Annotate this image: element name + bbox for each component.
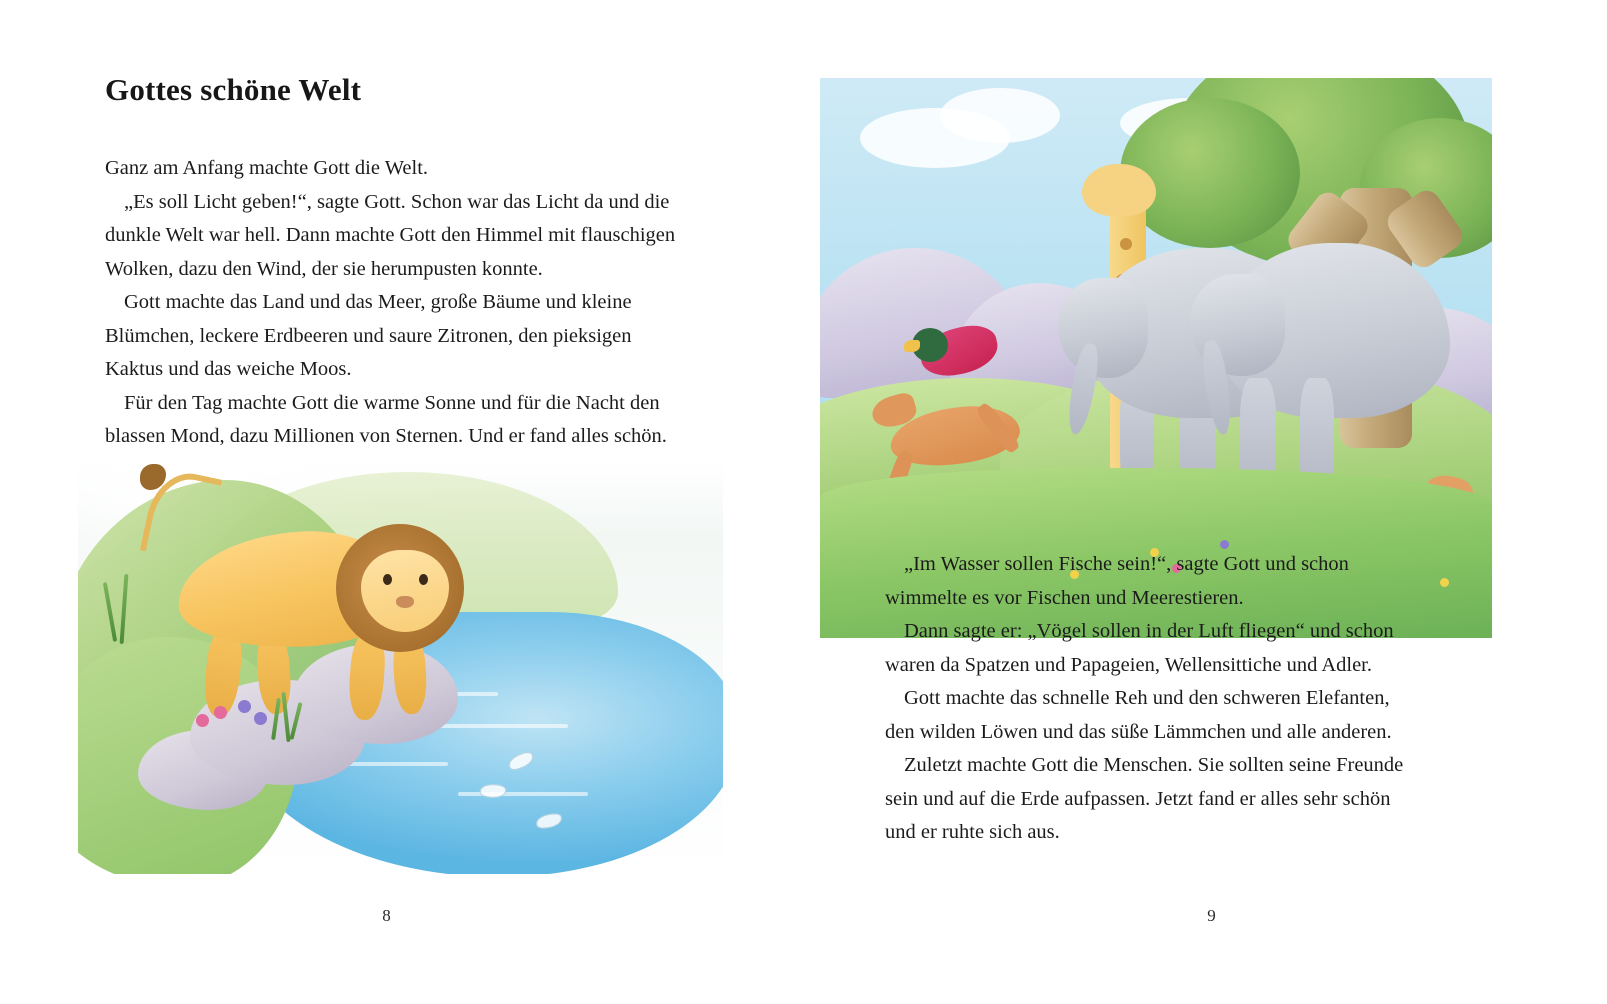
giraffe-head (1082, 164, 1156, 216)
flower (1440, 578, 1449, 587)
paragraph: Gott machte das Land und das Meer, große Bäume und kleine Blümchen, leckere Erdbeeren und saure Zitronen, den pieksigen Kaktus und das weiche Moos. (105, 291, 632, 380)
paragraph: Zuletzt machte Gott die Menschen. Sie sollten seine Freunde sein und auf die Erde aufpassen. Jetzt fand er alles sehr schön und er ruhte sich aus. (885, 754, 1404, 843)
flower (196, 714, 209, 727)
page-number: 8 (382, 906, 391, 925)
right-page (803, 0, 1606, 1004)
elephant-head (1058, 278, 1148, 378)
flower (238, 700, 251, 713)
parrot-beak (904, 340, 920, 352)
flower (214, 706, 227, 719)
lion-eye (383, 574, 392, 585)
paragraph: Für den Tag machte Gott die warme Sonne und für die Nacht den blassen Mond, dazu Millionen von Sternen. Und er fand alles schön. (105, 391, 667, 447)
water-highlight (458, 792, 588, 796)
right-page-body (885, 548, 1415, 850)
paragraph: Dann sagte er: „Vögel sollen in der Luft fliegen“ und schon waren da Spatzen und Papageien, Wellensittiche und Adler. (885, 620, 1394, 676)
page-number: 9 (1207, 906, 1216, 925)
left-page-body (105, 152, 685, 454)
lion-eye (419, 574, 428, 585)
lion-at-pond-illustration (78, 462, 723, 874)
paragraph: Gott machte das schnelle Reh und den schweren Elefanten, den wilden Löwen und das süße Lämmchen und alle anderen. (885, 687, 1392, 743)
flower (254, 712, 267, 725)
cloud (940, 88, 1060, 143)
paragraph: „Es soll Licht geben!“, sagte Gott. Schon war das Licht da und die dunkle Welt war hell. Dann machte Gott den Himmel mit flauschigen Wolken, dazu den Wind, der sie herumpusten konnte. (105, 190, 676, 280)
lion-nose (396, 596, 414, 608)
paragraph: „Im Wasser sollen Fische sein!“, sagte Gott und schon wimmelte es vor Fischen und Meerestieren. (885, 553, 1349, 609)
paragraph: Ganz am Anfang machte Gott die Welt. (105, 157, 429, 179)
left-page (0, 0, 803, 1004)
giraffe-spot (1120, 238, 1132, 250)
water-highlight (348, 762, 448, 766)
page-title: Gottes schöne Welt (105, 72, 362, 107)
